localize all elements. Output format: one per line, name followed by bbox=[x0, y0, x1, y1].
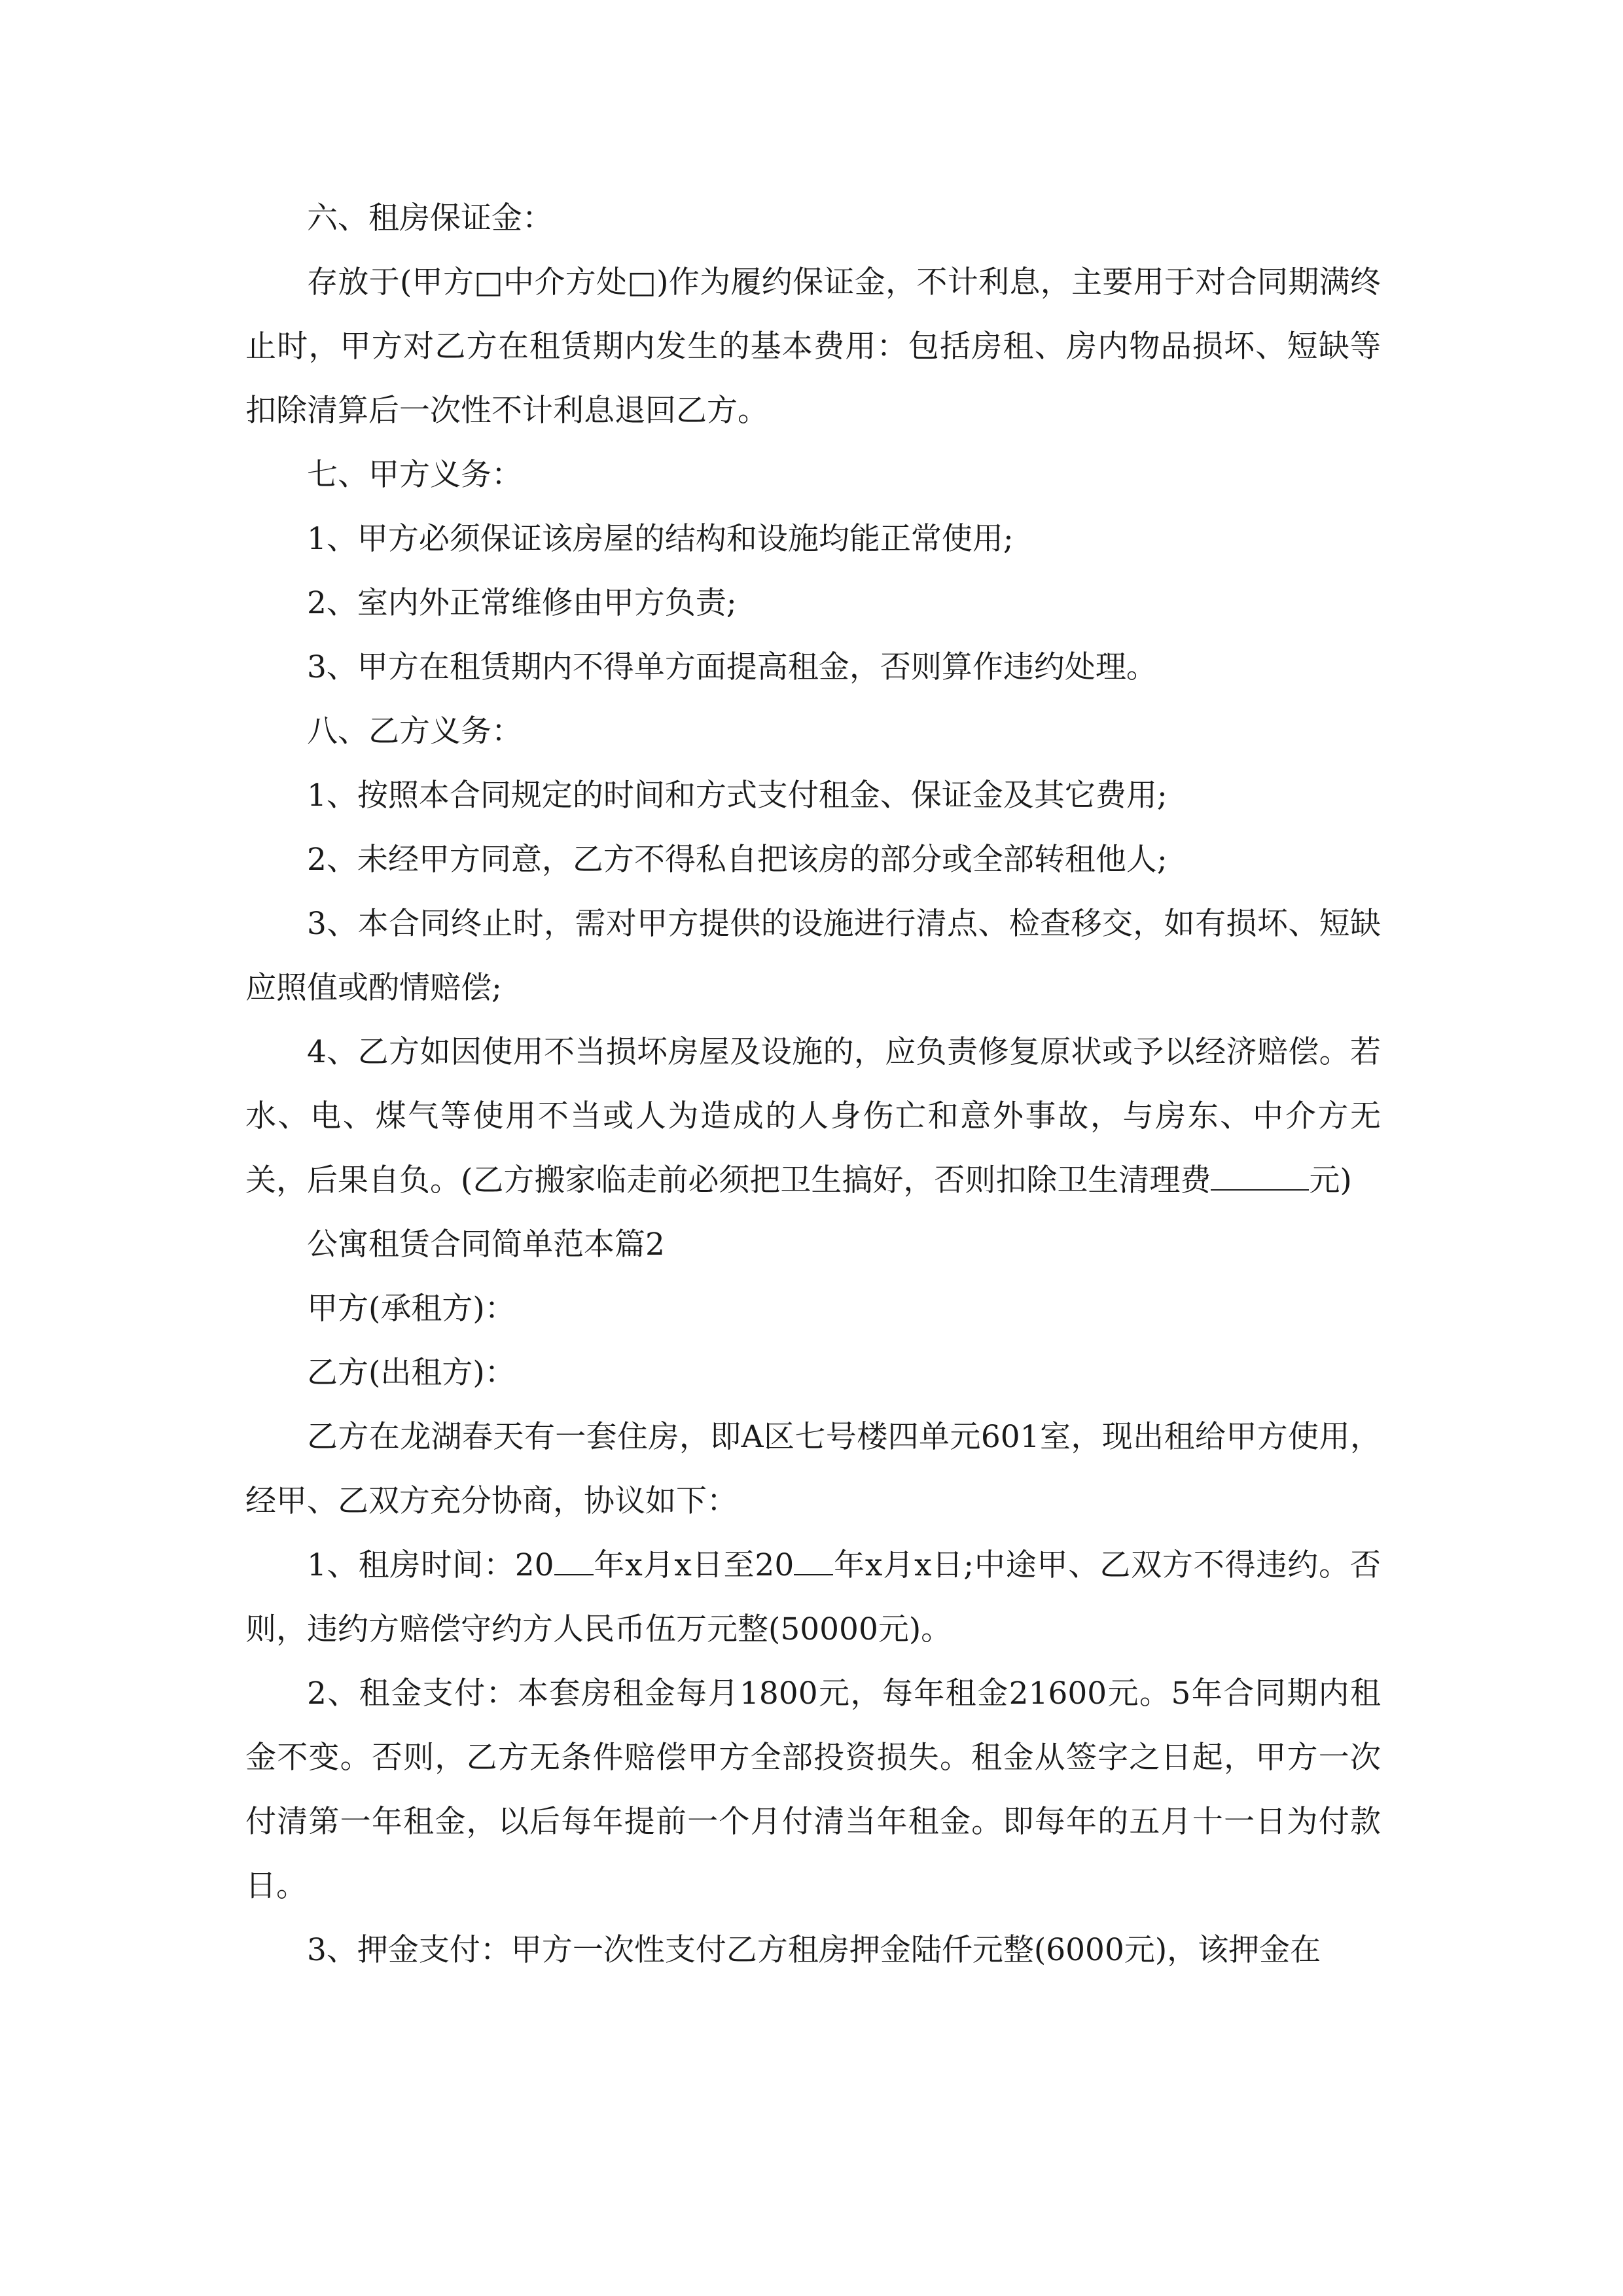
tenant-duty-4 bbox=[245, 1020, 1381, 1213]
tenant-duty-2: 2、未经甲方同意，乙方不得私自把该房的部分或全部转租他人; bbox=[307, 842, 1168, 878]
landlord-duty-1: 1、甲方必须保证该房屋的结构和设施均能正常使用; bbox=[307, 521, 1014, 557]
document-page bbox=[245, 187, 1381, 1982]
rental-term-paragraph bbox=[245, 1534, 1381, 1662]
tenant-duty-4-text: 4、乙方如因使用不当损坏房屋及设施的，应负责修复原状或予以经济赔偿。若水、电、煤气等使用不当或人为造成的人身伤亡和意外事故，与房东、中介方无关，后果自负。(乙方搬家临走前必须把卫生搞好，否则扣除卫生清理费 bbox=[245, 1034, 1381, 1198]
year-blank-start bbox=[554, 1547, 594, 1575]
property-paragraph: 乙方在龙湖春天有一套住房，即A区七号楼四单元601室，现出租给甲方使用，经甲、乙双方充分协商，协议如下： bbox=[245, 1419, 1381, 1519]
rental-term-start: 1、租房时间：20 bbox=[307, 1547, 554, 1583]
rental-term-mid: 年x月x日至20 bbox=[593, 1547, 794, 1583]
landlord-duty-3: 3、甲方在租赁期内不得单方面提高租金，否则算作违约处理。 bbox=[307, 649, 1157, 685]
tenant-duty-4-end: 元) bbox=[1309, 1162, 1352, 1198]
rent-payment-paragraph: 2、租金支付：本套房租金每月1800元，每年租金21600元。5年合同期内租金不变。否则，乙方无条件赔偿甲方全部投资损失。租金从签字之日起，甲方一次付清第一年租金，以后每年提前一个月付清当年租金。即每年的五月十一日为付款日。 bbox=[245, 1676, 1381, 1904]
section-eight-heading: 八、乙方义务： bbox=[307, 713, 522, 749]
tenant-duty-3: 3、本合同终止时，需对甲方提供的设施进行清点、检查移交，如有损坏、短缺应照值或酌情赔偿; bbox=[245, 906, 1381, 1006]
rental-term-end: 年x月x日;中途甲、乙双方不得违约。否则，违约方赔偿守约方人民币伍万元整(50000元)。 bbox=[245, 1547, 1381, 1647]
party-b-line: 乙方(出租方)： bbox=[307, 1355, 516, 1391]
cleaning-fee-blank bbox=[1211, 1162, 1309, 1191]
section-six-heading: 六、租房保证金： bbox=[307, 200, 553, 236]
contract-2-title: 公寓租赁合同简单范本篇2 bbox=[307, 1227, 665, 1263]
tenant-duty-1: 1、按照本合同规定的时间和方式支付租金、保证金及其它费用; bbox=[307, 778, 1168, 814]
section-seven-heading: 七、甲方义务： bbox=[307, 457, 522, 493]
deposit-payment-paragraph: 3、押金支付：甲方一次性支付乙方租房押金陆仟元整(6000元)，该押金在 bbox=[307, 1932, 1321, 1968]
deposit-paragraph: 存放于(甲方□中介方处□)作为履约保证金，不计利息，主要用于对合同期满终止时，甲方对乙方在租赁期内发生的基本费用：包括房租、房内物品损坏、短缺等扣除清算后一次性不计利息退回乙方。 bbox=[245, 264, 1381, 429]
party-a-line: 甲方(承租方)： bbox=[307, 1291, 516, 1327]
landlord-duty-2: 2、室内外正常维修由甲方负责; bbox=[307, 585, 737, 621]
year-blank-end bbox=[794, 1547, 833, 1575]
